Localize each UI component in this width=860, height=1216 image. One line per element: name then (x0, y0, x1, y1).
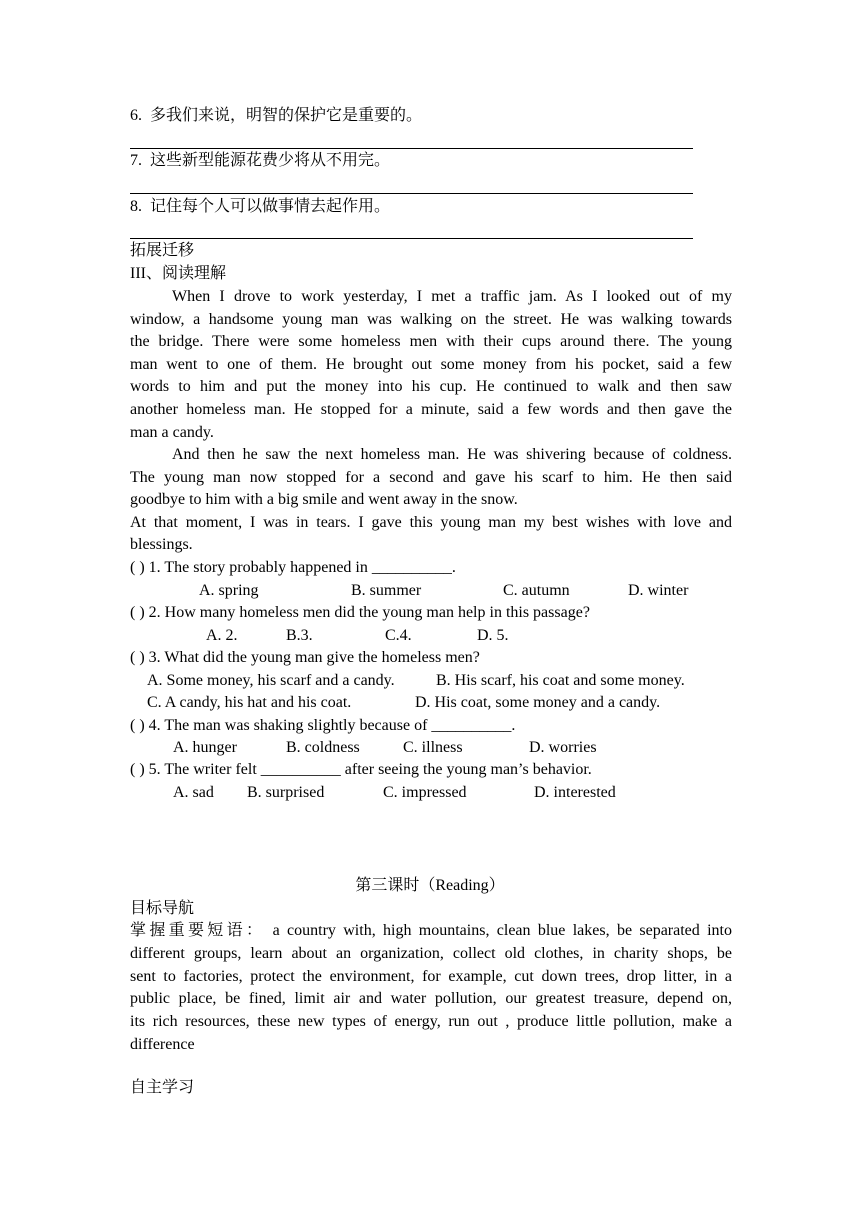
question-5-stem: ( ) 5. The writer felt __________ after seeing the young man’s behavior. (130, 761, 592, 778)
section-heading-extension: 拓展迁移 (130, 242, 195, 259)
passage-line: The young man now stopped for a second and gave his scarf to him. He then said (130, 469, 732, 486)
answer-line (130, 238, 693, 239)
section-heading-reading: III、阅读理解 (130, 265, 226, 282)
question-2-option-c: C.4. (385, 627, 412, 644)
question-2-option-d: D. 5. (477, 627, 509, 644)
question-4-option-b: B. coldness (286, 739, 360, 756)
phrase-line: sent to factories, protect the environment, for example, cut down trees, drop litter, in a (130, 968, 732, 985)
question-3-option-c: C. A candy, his hat and his coat. (147, 694, 352, 711)
passage-line: window, a handsome young man was walking on the street. He was walking towards (130, 311, 732, 328)
passage-line: the bridge. There were some homeless men with their cups around there. The young (130, 333, 732, 350)
passage-line: blessings. (130, 536, 193, 553)
question-3-stem: ( ) 3. What did the young man give the homeless men? (130, 649, 480, 666)
question-1-option-c: C. autumn (503, 582, 570, 599)
question-4-option-a: A. hunger (173, 739, 237, 756)
question-4-stem: ( ) 4. The man was shaking slightly because of __________. (130, 717, 516, 734)
question-2-option-b: B.3. (286, 627, 313, 644)
question-1-stem: ( ) 1. The story probably happened in __________. (130, 559, 456, 576)
question-5-option-c: C. impressed (383, 784, 467, 801)
passage-line: man went to one of them. He brought out some money from his pocket, said a few (130, 356, 732, 373)
phrase-line: 掌握重要短语： a country with, high mountains, clean blue lakes, be separated into (130, 922, 732, 939)
question-4-option-c: C. illness (403, 739, 463, 756)
phrase-line: public place, be fined, limit air and water pollution, our greatest treasure, depend on, (130, 990, 732, 1007)
passage-line: goodbye to him with a big smile and went away in the snow. (130, 491, 518, 508)
question-1-option-d: D. winter (628, 582, 689, 599)
translation-item-6: 6. 多我们来说，明智的保护它是重要的。 (130, 107, 423, 124)
passage-line: another homeless man. He stopped for a minute, said a few words and then gave the (130, 401, 732, 418)
question-3-option-b: B. His scarf, his coat and some money. (436, 672, 685, 689)
question-1-option-b: B. summer (351, 582, 422, 599)
question-4-option-d: D. worries (529, 739, 597, 756)
phrase-line: different groups, learn about an organization, collect old clothes, in charity shops, be (130, 945, 732, 962)
question-5-option-d: D. interested (534, 784, 616, 801)
lesson-title: 第三课时（Reading） (355, 877, 505, 894)
question-5-option-b: B. surprised (247, 784, 325, 801)
phrase-line: its rich resources, these new types of energy, run out , produce little pollution, make a (130, 1013, 732, 1030)
passage-line: When I drove to work yesterday, I met a traffic jam. As I looked out of my (172, 288, 732, 305)
question-2-option-a: A. 2. (206, 627, 238, 644)
question-3-option-a: A. Some money, his scarf and a candy. (147, 672, 395, 689)
passage-line: And then he saw the next homeless man. He was shivering because of coldness. (172, 446, 732, 463)
passage-line: words to him and put the money into his cup. He continued to walk and then saw (130, 378, 732, 395)
answer-line (130, 148, 693, 149)
question-2-stem: ( ) 2. How many homeless men did the young man help in this passage? (130, 604, 590, 621)
question-3-option-d: D. His coat, some money and a candy. (415, 694, 661, 711)
phrase-line: difference (130, 1036, 195, 1053)
answer-line (130, 193, 693, 194)
question-5-option-a: A. sad (173, 784, 214, 801)
translation-item-8: 8. 记住每个人可以做事情去起作用。 (130, 198, 391, 215)
self-study-heading: 自主学习 (130, 1079, 195, 1096)
passage-line: man a candy. (130, 424, 214, 441)
passage-line: At that moment, I was in tears. I gave this young man my best wishes with love and (130, 514, 732, 531)
question-1-option-a: A. spring (199, 582, 259, 599)
translation-item-7: 7. 这些新型能源花费少将从不用完。 (130, 152, 391, 169)
goal-heading: 目标导航 (130, 900, 195, 917)
